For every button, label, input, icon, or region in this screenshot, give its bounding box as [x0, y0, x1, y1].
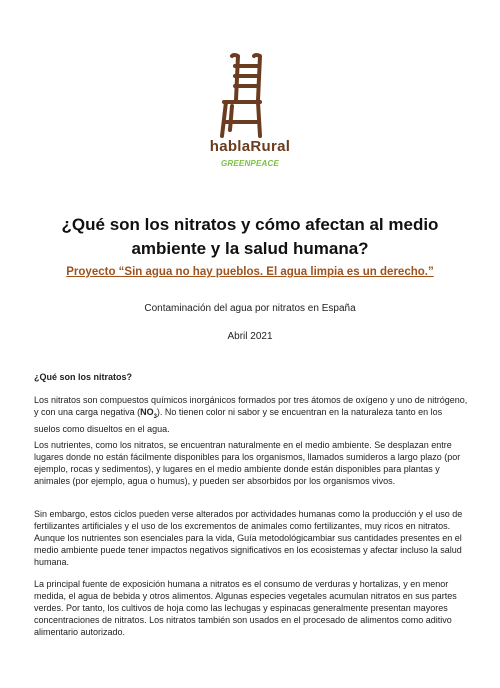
- paragraph-4: La principal fuente de exposición humana a nitratos es el consumo de verduras y hortalizas, y en menor medida, el agua de bebida y otros alimentos. Algunas especies vegetales acumulan nitratos en sus partes verdes. Por tanto, los cultivos de hoja como las lechugas y espinacas generalmente presentan mayores concentraciones de nitratos. Los nitratos también son usados en el procesado de alimentos como aditivo alimentario autorizado.: [34, 579, 457, 637]
- paragraph-3: Sin embargo, estos ciclos pueden verse alterados por actividades humanas como la producción y el uso de fertilizantes artificiales y el uso de los excrementos de animales como fertilizantes, muy ricos en nitratos. Aunque los nutrientes son esenciales para la vida, Guía metodológicambiar sus cantidades presentes en el medio ambiente puede tener impactos negativos significativos en los ecosistemas y afectar incluso la salud humana.: [34, 509, 463, 567]
- chair-icon: [218, 52, 266, 140]
- nitrate-formula: $NO_3$: [140, 407, 157, 420]
- brand-name: hablaRural: [209, 138, 291, 155]
- paragraph-1-start: Los nitratos son compuestos químicos inorgánicos formados por tres átomos de oxígeno y uno de nitrógeno, y con una carga negativa (: [34, 395, 468, 417]
- section-heading: ¿Qué son los nitratos?: [34, 372, 133, 382]
- document-date: Abril 2021: [227, 331, 273, 342]
- brand-sub: GREENPEACE: [220, 159, 279, 168]
- paragraph-1-end: ). No tienen color ni sabor y se encuentran en la naturaleza tanto en los suelos como disueltos en el agua.: [34, 407, 443, 434]
- paragraph-1: [34, 394, 470, 435]
- document-subtitle: Contaminación del agua por nitratos en España: [144, 303, 356, 314]
- paragraph-2: Los nutrientes, como los nitratos, se encuentran naturalmente en el medio ambiente. Se desplazan entre lugares donde no están fácilmente disponibles para los organismos, llamados sumideros a largo plazo (por ejemplo, rocas y sedimentos), y lugares en el medio ambiente donde están disponibles para plantas y animales (por ejemplo, agua o humus), y pueden ser absorbidos por los organismos vivos.: [34, 440, 461, 486]
- page-title: ¿Qué son los nitratos y cómo afectan al medio ambiente y la salud humana?: [61, 215, 439, 258]
- project-link[interactable]: Proyecto “Sin agua no hay pueblos. El agua limpia es un derecho.”: [66, 266, 434, 278]
